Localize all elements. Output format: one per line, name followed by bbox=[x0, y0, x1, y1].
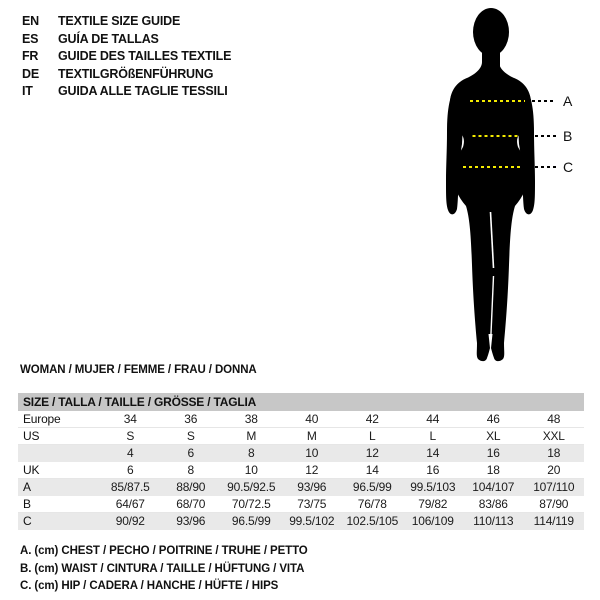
legend-list bbox=[20, 543, 308, 596]
language-label: GUIDA ALLE TAGLIE TESSILI bbox=[58, 84, 228, 99]
size-cell: 8 bbox=[248, 446, 255, 460]
size-cell: 10 bbox=[305, 446, 319, 460]
size-cell: 46 bbox=[486, 412, 500, 426]
size-table-row bbox=[18, 479, 584, 496]
leader-line-b bbox=[535, 135, 556, 137]
size-cell: 85/87.5 bbox=[110, 480, 150, 494]
size-cell: 83/86 bbox=[478, 497, 508, 511]
size-cell: 16 bbox=[426, 463, 440, 477]
language-code: EN bbox=[22, 14, 39, 28]
size-cell: 88/90 bbox=[176, 480, 206, 494]
size-table-body bbox=[18, 411, 584, 530]
size-cell: 64/67 bbox=[115, 497, 145, 511]
row-label: Europe bbox=[23, 412, 61, 426]
legend-item: A. (cm) CHEST / PECHO / POITRINE / TRUHE / PETTO bbox=[20, 545, 308, 557]
size-cell: 76/78 bbox=[357, 497, 387, 511]
size-cell: L bbox=[429, 429, 436, 443]
language-code: ES bbox=[22, 31, 39, 46]
size-table-header: SIZE / TALLA / TAILLE / GRÖSSE / TAGLIA bbox=[18, 393, 584, 411]
size-cell: 70/72.5 bbox=[231, 497, 271, 511]
size-cell: 6 bbox=[187, 446, 194, 460]
size-cell: S bbox=[126, 429, 135, 443]
size-cell: XXL bbox=[542, 429, 565, 443]
row-label: A bbox=[23, 480, 31, 494]
legend-item: B. (cm) WAIST / CINTURA / TAILLE / HÜFTUNG / VITA bbox=[20, 562, 305, 575]
size-table-row bbox=[18, 513, 584, 530]
size-cell: 6 bbox=[127, 463, 134, 477]
size-cell: 107/110 bbox=[533, 480, 575, 494]
size-cell: 96.5/99 bbox=[352, 480, 392, 494]
size-cell: 99.5/103 bbox=[410, 480, 456, 494]
language-item bbox=[22, 66, 231, 84]
language-label: TEXTILGRÖßENFÜHRUNG bbox=[58, 66, 214, 81]
row-label: US bbox=[23, 429, 40, 443]
row-label: C bbox=[23, 514, 32, 528]
size-cell: 110/113 bbox=[473, 514, 514, 528]
size-cell: 36 bbox=[184, 412, 198, 426]
size-cell: M bbox=[306, 429, 317, 443]
size-table-row bbox=[18, 428, 584, 445]
size-cell: M bbox=[246, 429, 257, 443]
measure-label-b: B bbox=[563, 128, 573, 144]
size-cell: 38 bbox=[244, 412, 258, 426]
language-code: DE bbox=[22, 66, 39, 81]
size-cell: 10 bbox=[244, 463, 258, 477]
language-item bbox=[22, 13, 231, 31]
size-table-row bbox=[18, 445, 584, 462]
size-cell: 4 bbox=[127, 446, 134, 460]
size-cell: 73/75 bbox=[297, 497, 327, 511]
size-cell: 44 bbox=[426, 412, 440, 426]
size-cell: 104/107 bbox=[472, 480, 515, 494]
size-cell: 68/70 bbox=[176, 497, 206, 511]
size-cell: 8 bbox=[187, 463, 194, 477]
size-cell: 93/96 bbox=[176, 514, 206, 528]
size-cell: 12 bbox=[365, 446, 379, 460]
size-cell: 106/109 bbox=[411, 514, 454, 528]
size-cell: XL bbox=[486, 429, 501, 443]
size-table-row bbox=[18, 496, 584, 513]
leader-line-a bbox=[532, 100, 556, 102]
section-title: WOMAN / MUJER / FEMME / FRAU / DONNA bbox=[20, 364, 257, 376]
size-cell: 99.5/102 bbox=[289, 514, 335, 528]
size-cell: 18 bbox=[486, 463, 500, 477]
size-cell: 14 bbox=[365, 463, 379, 477]
language-label: GUÍA DE TALLAS bbox=[58, 31, 159, 46]
row-label: B bbox=[23, 497, 31, 511]
legend-item: C. (cm) HIP / CADERA / HANCHE / HÜFTE / HIPS bbox=[20, 580, 279, 592]
size-cell: 93/96 bbox=[297, 480, 327, 494]
size-cell: 90/92 bbox=[115, 514, 145, 528]
size-cell: 90.5/92.5 bbox=[227, 480, 276, 494]
language-label: TEXTILE SIZE GUIDE bbox=[58, 14, 181, 28]
size-cell: 102.5/105 bbox=[346, 514, 399, 528]
measure-label-a: A bbox=[563, 93, 573, 109]
language-code: FR bbox=[22, 49, 39, 64]
size-table-row bbox=[18, 411, 584, 428]
language-item bbox=[22, 48, 231, 66]
size-cell: 12 bbox=[305, 463, 319, 477]
size-cell: 34 bbox=[123, 412, 137, 426]
size-table bbox=[18, 393, 584, 530]
language-code: IT bbox=[22, 84, 33, 99]
language-list bbox=[22, 13, 231, 101]
size-cell: 14 bbox=[426, 446, 440, 460]
size-cell: 87/90 bbox=[539, 497, 569, 511]
measure-label-c: C bbox=[563, 159, 574, 175]
size-cell: 16 bbox=[486, 446, 500, 460]
language-item bbox=[22, 31, 231, 49]
woman-silhouette bbox=[420, 6, 580, 366]
language-item bbox=[22, 83, 231, 101]
language-label: GUIDE DES TAILLES TEXTILE bbox=[58, 49, 232, 64]
size-cell: 48 bbox=[547, 412, 561, 426]
leader-line-c bbox=[529, 166, 556, 168]
size-cell: 79/82 bbox=[418, 497, 448, 511]
size-cell: L bbox=[369, 429, 376, 443]
size-table-row bbox=[18, 462, 584, 479]
size-cell: S bbox=[186, 429, 195, 443]
size-cell: 96.5/99 bbox=[231, 514, 271, 528]
row-label: UK bbox=[23, 463, 40, 477]
size-cell: 40 bbox=[305, 412, 319, 426]
size-cell: 42 bbox=[365, 412, 379, 426]
size-cell: 114/119 bbox=[533, 514, 574, 528]
size-cell: 20 bbox=[547, 463, 561, 477]
size-cell: 18 bbox=[547, 446, 561, 460]
